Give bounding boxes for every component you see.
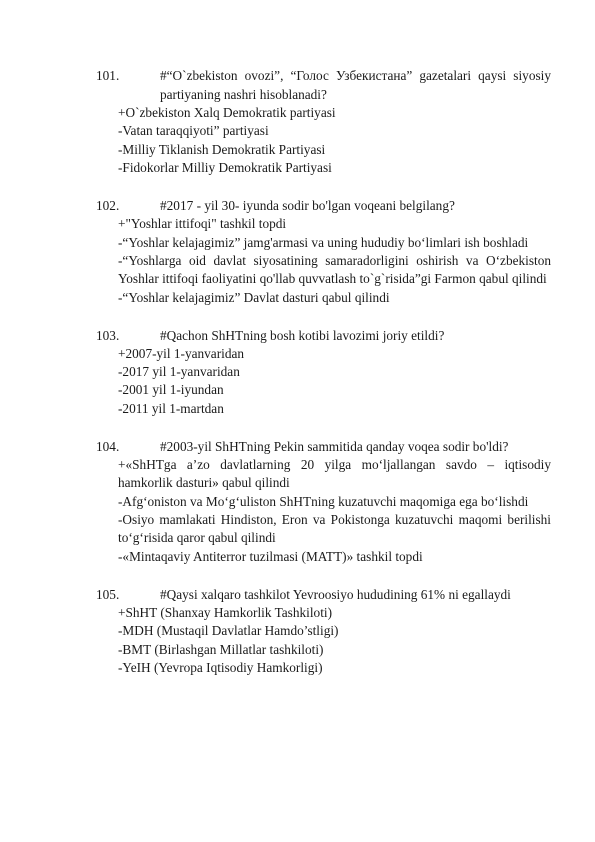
answer-option: +ShHT (Shanxay Hamkorlik Tashkiloti): [118, 604, 333, 620]
question-text: #Qaysi xalqaro tashkilot Yevroosiyo hududining 61% ni egallaydi: [160, 586, 511, 602]
answer-option: -Osiyo mamlakati Hindiston, Eron va Pokistonga kuzatuvchi maqomi berilishi to‘g‘risida qaror qabul qilindi: [118, 512, 551, 546]
question-line: [96, 196, 551, 215]
answer-option: -Vatan taraqqiyoti” partiyasi: [118, 123, 269, 139]
answer-option: -BMT (Birlashgan Millatlar tashkiloti): [118, 641, 324, 657]
question-number: 102.: [96, 198, 120, 214]
answer-option: -2017 yil 1-yanvaridan: [118, 364, 240, 380]
answer-option: +O`zbekiston Xalq Demokratik partiyasi: [118, 105, 336, 120]
question-text: #“O`zbekiston ovozi”, “Голос Узбекистана” gazetalari qaysi siyosiy partiyaning nashri hisoblanadi?: [160, 68, 551, 102]
answer-option: -2001 yil 1-iyundan: [118, 382, 224, 398]
question-list: [96, 66, 551, 696]
answer-option: -2011 yil 1-martdan: [118, 400, 224, 416]
question-number: 101.: [96, 68, 120, 83]
question-text: #2003-yil ShHTning Pekin sammitida qanday voqea sodir bo'ldi?: [160, 438, 509, 454]
answer-option: -Fidokorlar Milliy Demokratik Partiyasi: [118, 160, 332, 176]
question-number: 104.: [96, 438, 120, 454]
question-line: [96, 66, 551, 104]
answer-option: -YeIH (Yevropa Iqtisodiy Hamkorligi): [118, 659, 323, 675]
question-block: [96, 585, 551, 678]
question-text: #Qachon ShHTning bosh kotibi lavozimi joriy etildi?: [160, 327, 445, 343]
answer-option: +«ShHTga a’zo davlatlarning 20 yilga mo‘ljallangan savdo – iqtisodiy hamkorlik dasturi» qabul qilindi: [118, 456, 551, 491]
answer-option: +"Yoshlar ittifoqi" tashkil topdi: [118, 216, 287, 232]
answer-option: -“Yoshlar kelajagimiz” jamg'armasi va uning hududiy bo‘limlari ish boshladi: [118, 234, 529, 250]
answer-option: -«Mintaqaviy Antiterror tuzilmasi (MATT)» tashkil topdi: [118, 548, 423, 564]
question-text: #2017 - yil 30- iyunda sodir bo'lgan voqeani belgilang?: [160, 198, 455, 214]
answer-option: -Afg‘oniston va Mo‘g‘uliston ShHTning kuzatuvchi maqomiga ega bo‘lishdi: [118, 493, 529, 509]
answer-option: -“Yoshlarga oid davlat siyosatining samaradorligini oshirish va O‘zbekiston Yoshlar ittifoqi faoliyatini qo'llab quvvatlash to`g`risida”gi Farmon qabul qilindi: [118, 252, 551, 287]
answer-option: -MDH (Mustaqil Davlatlar Hamdo’stligi): [118, 623, 339, 639]
answer-option: +2007-yil 1-yanvaridan: [118, 345, 245, 361]
answer-option: -Milliy Tiklanish Demokratik Partiyasi: [118, 141, 326, 157]
question-line: [96, 326, 551, 345]
question-block: [96, 66, 551, 178]
question-number: 103.: [96, 327, 120, 343]
question-line: [96, 585, 551, 604]
question-block: [96, 326, 551, 419]
question-block: [96, 437, 551, 566]
question-line: [96, 437, 551, 456]
question-block: [96, 196, 551, 307]
answer-option: -“Yoshlar kelajagimiz” Davlat dasturi qabul qilindi: [118, 289, 390, 305]
question-number: 105.: [96, 586, 120, 602]
